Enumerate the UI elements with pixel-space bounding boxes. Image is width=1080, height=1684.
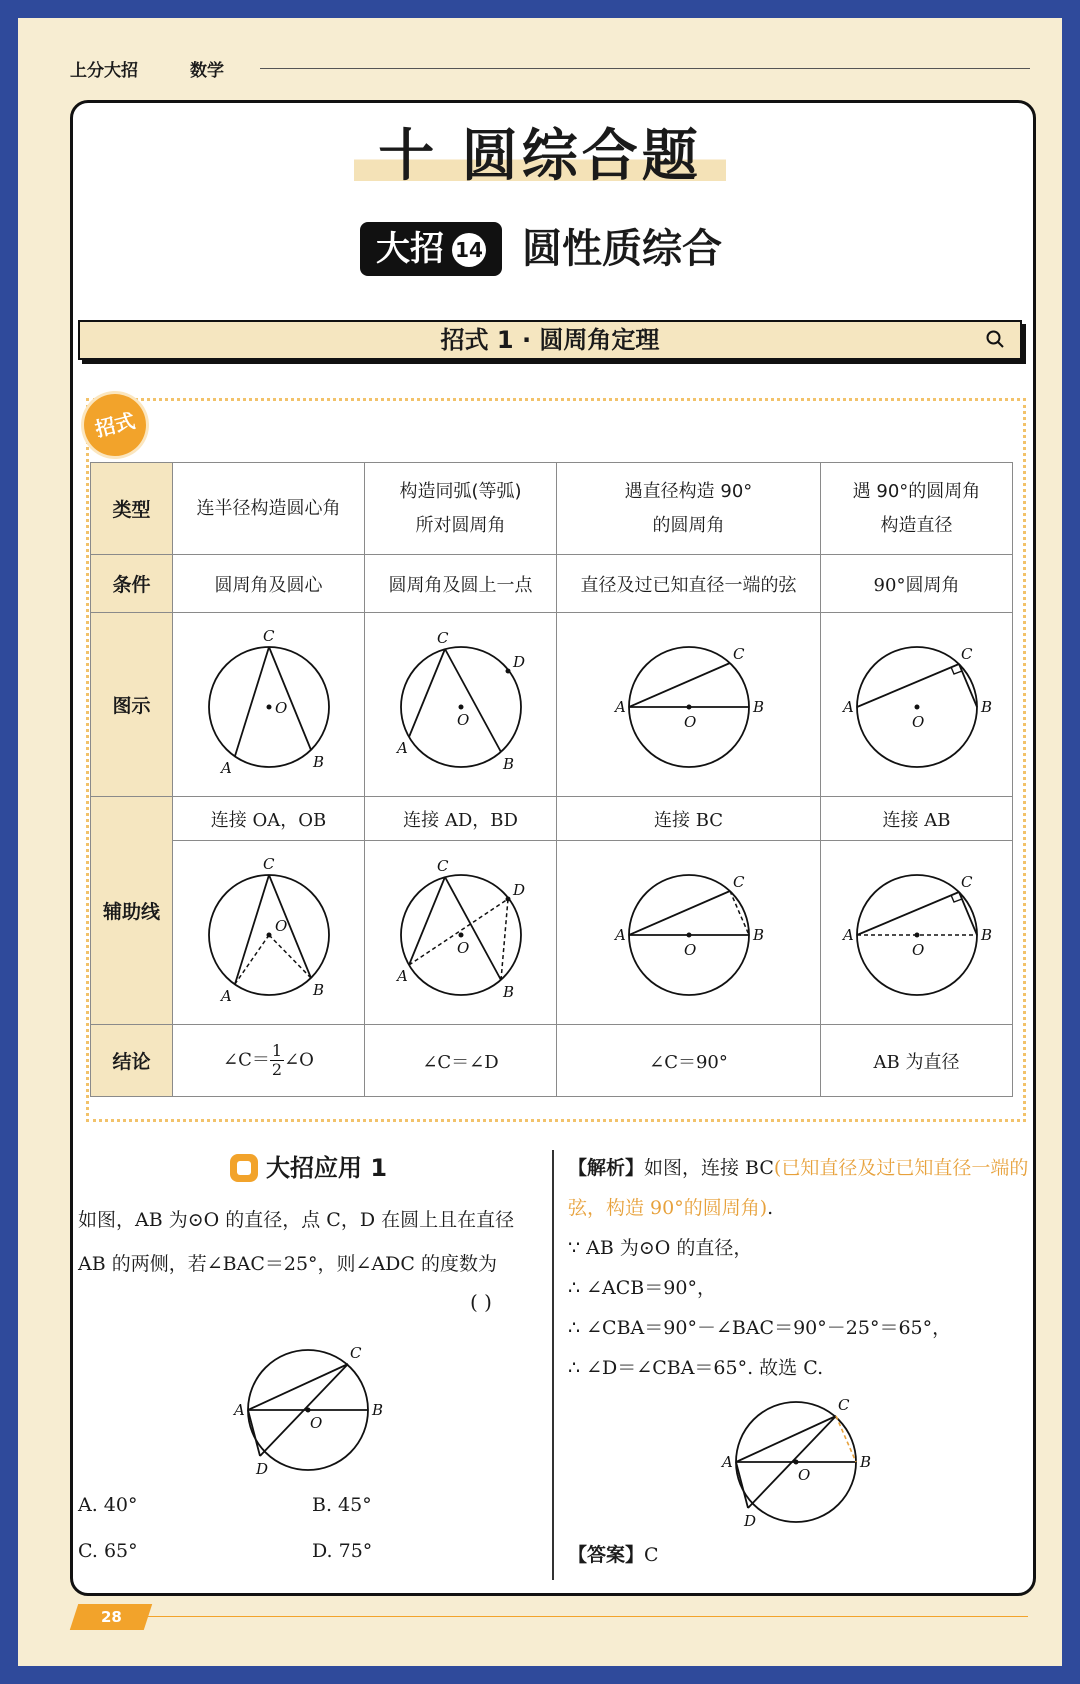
label-d: D [512, 881, 525, 899]
label-c: C [262, 627, 274, 645]
label-a: A [234, 1401, 245, 1419]
label-o: O [683, 713, 696, 731]
solution-block [568, 1148, 1030, 1388]
cell-type-3-line1: 遇直径构造 90° [624, 480, 753, 502]
label-c: C [436, 857, 448, 875]
table-row-aux-figure [91, 841, 1013, 1025]
label-b: B [312, 753, 324, 771]
aux-figure-right-angle [827, 845, 1007, 1015]
search-icon [986, 330, 1004, 348]
footer-rule [148, 1616, 1028, 1617]
chapter-title-text: 十 圆综合题 [354, 124, 726, 189]
figure-right-angle [827, 617, 1007, 787]
answer-blank: ( ) [470, 1290, 492, 1314]
label-c: C [960, 645, 972, 663]
cell-condition-4: 90°圆周角 [821, 555, 1013, 613]
cell-aux-figure-2 [365, 841, 557, 1025]
figure-same-arc [371, 617, 551, 787]
solution-line-3: ∴ ∠CBA＝90°－∠BAC＝90°－25°＝65°， [568, 1317, 952, 1339]
chapter-title [0, 112, 1080, 192]
label-d: D [744, 1512, 757, 1530]
application-icon [230, 1154, 258, 1182]
subtitle-bar [78, 320, 1022, 360]
option-a[interactable]: A. 40° [78, 1494, 138, 1516]
solution-line-1: ∵ AB 为⊙O 的直径， [568, 1237, 753, 1259]
figure-central-angle [179, 617, 359, 787]
label-o: O [274, 917, 287, 935]
cell-conclusion-3: ∠C＝90° [557, 1025, 821, 1097]
fraction-one-half [270, 1042, 284, 1079]
row-label-figure: 图示 [91, 613, 173, 797]
table-row-conclusion [91, 1025, 1013, 1097]
cell-conclusion-4: AB 为直径 [821, 1025, 1013, 1097]
label-c: C [350, 1344, 362, 1362]
option-d[interactable]: D. 75° [312, 1540, 373, 1562]
cell-figure-3 [557, 613, 821, 797]
answer-label: 【答案】 [568, 1544, 645, 1566]
solution-intro-line [568, 1148, 1030, 1228]
technique-badge-text: 大招 [376, 229, 444, 269]
cell-condition-1: 圆周角及圆心 [173, 555, 365, 613]
aux-figure-diameter [589, 845, 789, 1015]
row-label-aux: 辅助线 [91, 797, 173, 1025]
fraction-denominator: 2 [271, 1060, 283, 1079]
label-b: B [372, 1401, 384, 1419]
label-d: D [512, 653, 525, 671]
label-a: A [722, 1453, 733, 1471]
page-number-tab [70, 1604, 152, 1630]
label-b: B [752, 926, 764, 944]
label-o: O [798, 1466, 811, 1484]
cell-type-2 [365, 463, 557, 555]
label-d: D [256, 1460, 269, 1478]
header-book-title: 上分大招 [70, 61, 138, 81]
label-b: B [980, 698, 992, 716]
method-table [90, 462, 1013, 1097]
label-o: O [310, 1414, 323, 1432]
application-title: 大招应用 1 [266, 1154, 388, 1182]
subtitle-text: 招式 1 · 圆周角定理 [440, 326, 660, 354]
running-header [50, 50, 1030, 82]
label-b: B [502, 983, 514, 1001]
header-rule [260, 68, 1030, 69]
label-c: C [838, 1396, 850, 1414]
cell-type-3-line2: 的圆周角 [652, 514, 725, 536]
cell-aux-4: 连接 AB [821, 797, 1013, 841]
table-row-type [91, 463, 1013, 555]
label-c: C [960, 873, 972, 891]
cell-condition-2: 圆周角及圆上一点 [365, 555, 557, 613]
solution-period: . [767, 1197, 774, 1219]
label-a: A [396, 739, 408, 757]
method-tag-badge: 招式 [77, 387, 152, 462]
row-label-type: 类型 [91, 463, 173, 555]
problem-text: 如图，AB 为⊙O 的直径，点 C，D 在圆上且在直径 AB 的两侧，若∠BAC＝25°，则∠ADC 的度数为 [78, 1209, 515, 1275]
label-a: A [614, 698, 626, 716]
header-subject: 数学 [190, 61, 224, 81]
page-number: 28 [100, 1608, 122, 1626]
cell-figure-4 [821, 613, 1013, 797]
cell-type-4-line1: 遇 90°的圆周角 [852, 480, 981, 502]
technique-name: 圆性质综合 [522, 226, 722, 272]
column-divider [552, 1150, 554, 1580]
label-o: O [911, 713, 924, 731]
cell-conclusion-2: ∠C＝∠D [365, 1025, 557, 1097]
cell-aux-figure-4 [821, 841, 1013, 1025]
cell-type-1: 连半径构造圆心角 [173, 463, 365, 555]
cell-aux-1: 连接 OA，OB [173, 797, 365, 841]
option-b[interactable]: B. 45° [312, 1494, 372, 1516]
cell-type-4 [821, 463, 1013, 555]
table-row-aux-text [91, 797, 1013, 841]
problem-figure [230, 1340, 400, 1480]
cell-aux-2: 连接 AD，BD [365, 797, 557, 841]
label-b: B [752, 698, 764, 716]
cell-figure-2 [365, 613, 557, 797]
row-label-conclusion: 结论 [91, 1025, 173, 1097]
label-c: C [436, 629, 448, 647]
cell-conclusion-1 [173, 1025, 365, 1097]
label-c: C [262, 855, 274, 873]
answer-line [568, 1540, 659, 1567]
cell-aux-figure-1 [173, 841, 365, 1025]
option-c[interactable]: C. 65° [78, 1540, 138, 1562]
label-a: A [220, 987, 232, 1005]
conclusion-1-suffix: ∠O [284, 1049, 314, 1071]
label-o: O [911, 941, 924, 959]
technique-badge [360, 222, 502, 276]
cell-type-3 [557, 463, 821, 555]
cell-figure-1 [173, 613, 365, 797]
row-label-condition: 条件 [91, 555, 173, 613]
conclusion-1-prefix: ∠C＝ [223, 1049, 270, 1071]
fraction-numerator: 1 [271, 1041, 283, 1060]
table-row-condition [91, 555, 1013, 613]
cell-aux-figure-3 [557, 841, 821, 1025]
solution-figure [718, 1392, 888, 1532]
label-o: O [456, 711, 469, 729]
label-a: A [842, 698, 854, 716]
solution-intro: 如图，连接 BC [644, 1157, 774, 1179]
label-b: B [502, 755, 514, 773]
label-o: O [456, 939, 469, 957]
cell-type-4-line2: 构造直径 [880, 514, 953, 536]
aux-figure-central-angle [179, 845, 359, 1015]
label-a: A [220, 759, 232, 777]
table-row-figure [91, 613, 1013, 797]
label-a: A [396, 967, 408, 985]
label-b: B [312, 981, 324, 999]
label-a: A [842, 926, 854, 944]
technique-number: 14 [452, 233, 486, 267]
label-o: O [683, 941, 696, 959]
label-b: B [980, 926, 992, 944]
solution-line-2: ∴ ∠ACB＝90°， [568, 1277, 716, 1299]
cell-type-2-line1: 构造同弧(等弧) [399, 480, 522, 502]
label-b: B [860, 1453, 872, 1471]
label-a: A [614, 926, 626, 944]
solution-note: (已知直径及过已知直径一端的弦，构造 90°的圆周角) [568, 1157, 1029, 1219]
solution-label: 【解析】 [568, 1157, 645, 1179]
cell-type-2-line2: 所对圆周角 [415, 514, 506, 536]
cell-condition-3: 直径及过已知直径一端的弦 [557, 555, 821, 613]
cell-aux-3: 连接 BC [557, 797, 821, 841]
label-o: O [274, 699, 287, 717]
figure-diameter [589, 617, 789, 787]
label-c: C [732, 645, 744, 663]
solution-line-4: ∴ ∠D＝∠CBA＝65°. 故选 C. [568, 1357, 824, 1379]
label-c: C [732, 873, 744, 891]
aux-figure-same-arc [371, 845, 551, 1015]
answer-value: C [644, 1544, 659, 1566]
